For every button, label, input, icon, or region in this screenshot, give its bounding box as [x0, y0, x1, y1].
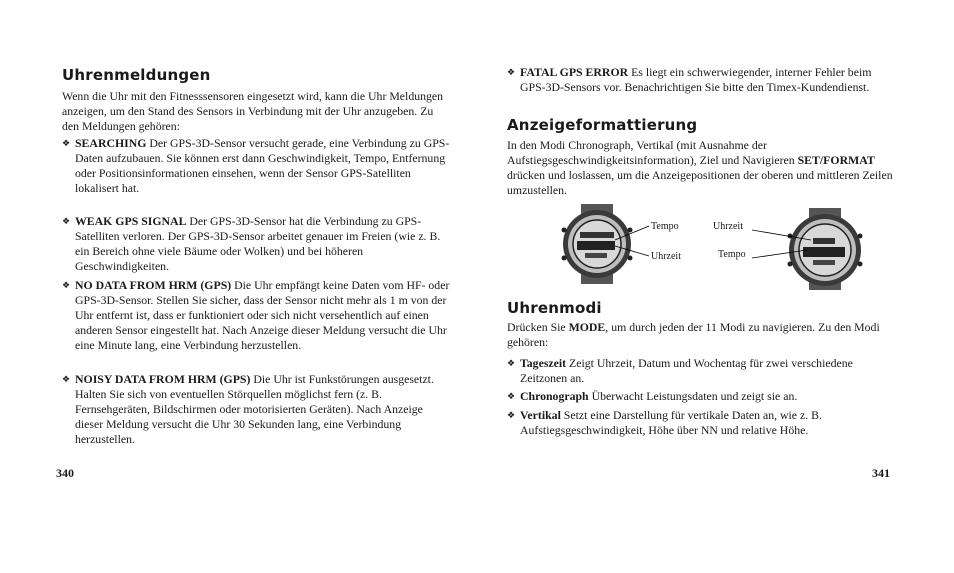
section-heading-uhrenmodi: Uhrenmodi: [507, 299, 602, 317]
section-heading-uhrenmeldungen: Uhrenmeldungen: [62, 66, 211, 84]
list-item: [507, 389, 899, 404]
diamond-bullet-icon: ❖: [507, 410, 516, 420]
watch1-top-label: Tempo: [651, 221, 679, 232]
diamond-bullet-icon: ❖: [62, 216, 71, 226]
item-term: WEAK GPS SIGNAL: [75, 214, 187, 228]
section-heading-anzeigeformattierung: Anzeigeformattierung: [507, 116, 698, 134]
diamond-bullet-icon: ❖: [62, 138, 71, 148]
page-number: 340: [56, 466, 74, 480]
intro-paragraph: Wenn die Uhr mit den Fitnesssensoren eingesetzt wird, kann die Uhr Meldungen anzeigen, um den Stand des Sensors in Verbindung mit der Uhr anzugeben. Zu den Meldungen gehören:: [62, 89, 444, 133]
format-paragraph: In den Modi Chronograph, Vertikal (mit Ausnahme der Aufstiegsgeschwindigkeitsinformation), Ziel und Navigieren SET/FORMAT drücken und loslassen, um die Anzeigepositionen der oberen und mittleren Zeilen umzustellen.: [507, 138, 893, 197]
page-number: 341: [872, 466, 890, 480]
item-text: Zeigt Uhrzeit, Datum und Wochentag für zwei verschiedene Zeitzonen an.: [520, 356, 853, 385]
diamond-bullet-icon: ❖: [62, 374, 71, 384]
item-term: Tageszeit: [520, 356, 567, 370]
item-term: NOISY DATA FROM HRM (GPS): [75, 372, 251, 386]
item-text: Überwacht Leistungsdaten und zeigt sie an.: [588, 389, 798, 403]
diamond-bullet-icon: ❖: [507, 67, 516, 77]
list-item: [507, 408, 899, 438]
item-term: NO DATA FROM HRM (GPS): [75, 278, 232, 292]
diamond-bullet-icon: ❖: [507, 391, 516, 401]
modes-paragraph: Drücken Sie MODE, um durch jeden der 11 Modi zu navigieren. Zu den Modi gehören:: [507, 320, 880, 349]
list-item: [62, 372, 452, 447]
item-text: Setzt eine Darstellung für vertikale Daten an, wie z. B. Aufstiegsgeschwindigkeit, Höhe über NN und relative Höhe.: [520, 408, 822, 437]
watch-icon: [507, 200, 899, 290]
item-text: Die Uhr empfängt keine Daten vom HF- oder GPS-3D-Sensor. Stellen Sie sicher, dass der Sensor nicht mehr als 1 m von der Uhr entfernt ist, dass er funktioniert oder sich nicht versehentlich auf einen anderen Sensor eingestellt hat. Nach Anzeige dieser Meldung versucht die Uhr eine Minute lang, eine Verbindung herzustellen.: [75, 278, 450, 352]
item-text: Der GPS-3D-Sensor hat die Verbindung zu GPS-Satelliten verloren. Der GPS-3D-Sensor arbeitet genauer im Freien (wie z. B. ein Bereich ohne viele Bäume oder Wolken) und bei höheren Geschwindigkeiten.: [75, 214, 441, 273]
list-item: [62, 278, 452, 353]
watch1-bottom-label: Uhrzeit: [651, 251, 681, 262]
watch2-bottom-label: Tempo: [718, 249, 746, 260]
item-text: Es liegt ein schwerwiegender, interner Fehler beim GPS-3D-Sensors vor. Benachrichtigen Sie bitte den Timex-Kundendienst.: [520, 65, 872, 94]
watch2-top-label: Uhrzeit: [713, 221, 743, 232]
item-term: FATAL GPS ERROR: [520, 65, 629, 79]
diamond-bullet-icon: ❖: [62, 280, 71, 290]
list-item: [62, 136, 452, 196]
item-term: Vertikal: [520, 408, 561, 422]
item-term: Chronograph: [520, 389, 589, 403]
list-item: [507, 356, 899, 386]
diamond-bullet-icon: ❖: [507, 358, 516, 368]
item-text: Die Uhr ist Funkstörungen ausgesetzt. Halten Sie sich von eventuellen Störquellen möglichst fern (z. B. Fernsehgeräten, Bildschirmen oder motorisierten Geräten). Nach Anzeige dieser Meldung versucht die Uhr 30 Sekunden lang, eine Verbindung herzustellen.: [75, 372, 434, 446]
item-text: Der GPS-3D-Sensor versucht gerade, eine Verbindung zu GPS-Daten aufzubauen. Sie können erst dann Geschwindigkeit, Tempo, Entfernung oder Positionsinformationen einsehen, wenn der Sensor GPS-Satelliten lokalisert hat.: [75, 136, 450, 195]
list-item: [62, 214, 452, 274]
watch-illustration: [507, 200, 899, 290]
item-term: SEARCHING: [75, 136, 147, 150]
list-item: [507, 65, 899, 95]
